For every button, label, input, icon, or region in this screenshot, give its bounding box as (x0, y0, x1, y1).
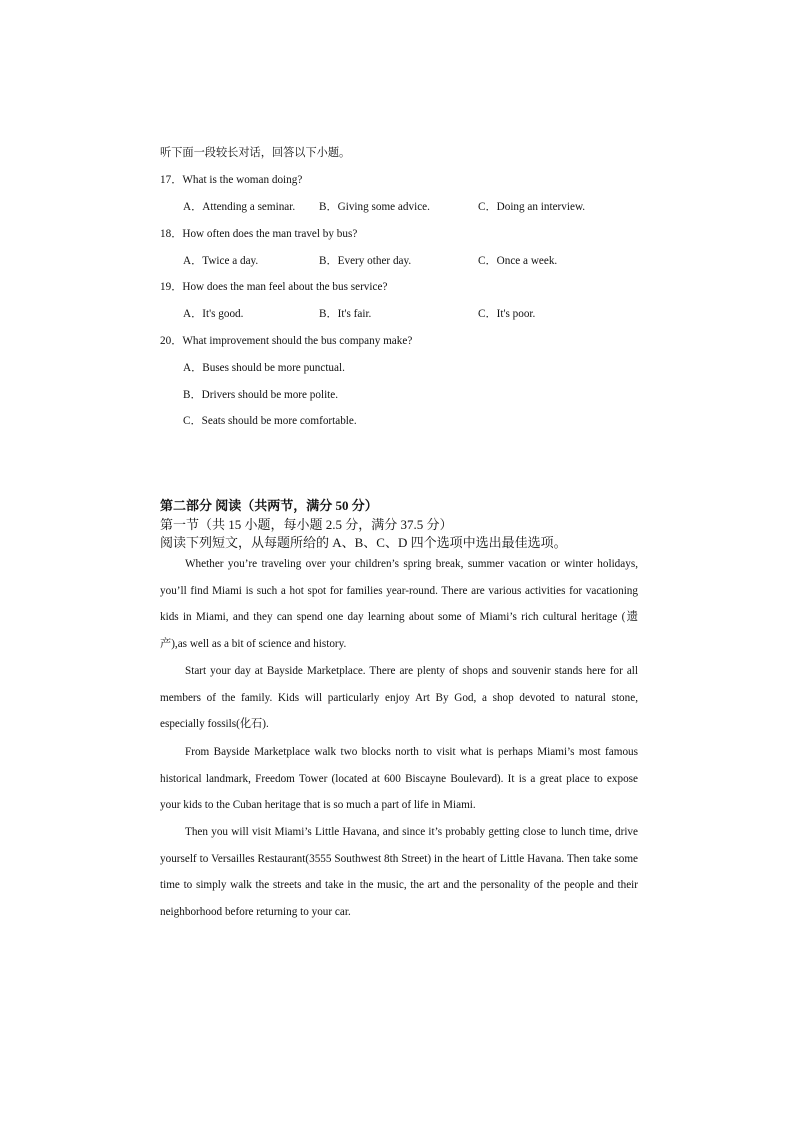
question-18-option-c: C．Once a week. (478, 255, 558, 267)
question-19-option-a: A．It's good. (183, 308, 244, 320)
question-20-option-a: A．Buses should be more punctual. (183, 362, 345, 374)
reading-section-title: 第一节（共 15 小题，每小题 2.5 分，满分 37.5 分） (160, 517, 453, 532)
question-19-stem: 19．How does the man feel about the bus service? (160, 281, 388, 293)
question-20-stem: 20．What improvement should the bus company make? (160, 335, 413, 347)
question-17-option-a: A．Attending a seminar. (183, 201, 296, 213)
question-19-option-c: C．It's poor. (478, 308, 536, 320)
reading-part-title: 第二部分 阅读（共两节，满分 50 分） (160, 498, 378, 513)
passage-paragraph-3: From Bayside Marketplace walk two blocks north to visit what is perhaps Miami’s most famous historical landmark, Freedom Tower (located at 600 Biscayne Boulevard). It is a great place to expose your kids to the Cuban heritage that is so much a part of life in Miami. (160, 746, 638, 812)
passage-paragraph-1: Whether you’re traveling over your children’s spring break, summer vacation or winter holidays, you’ll find Miami is such a hot spot for families year-round. There are various activities for vacationing kids in Miami, and they can spend one day learning about some of Miami’s rich cultural heritage (遗产),as well as a bit of science and history. (160, 558, 638, 651)
question-18-option-a: A．Twice a day. (183, 255, 259, 267)
listening-intro: 听下面一段较长对话，回答以下小题。 (160, 147, 351, 159)
passage-paragraph-2: Start your day at Bayside Marketplace. There are plenty of shops and souvenir stands here for all members of the family. Kids will particularly enjoy Art By God, a shop devoted to natural stone, especially fossils(化石). (160, 665, 638, 731)
question-17-stem: 17．What is the woman doing? (160, 174, 303, 186)
question-20-option-c: C．Seats should be more comfortable. (183, 415, 357, 427)
question-19-option-b: B．It's fair. (319, 308, 372, 320)
question-20-option-b: B．Drivers should be more polite. (183, 389, 339, 401)
question-18-option-b: B．Every other day. (319, 255, 412, 267)
question-17-option-c: C．Doing an interview. (478, 201, 586, 213)
question-17-option-b: B．Giving some advice. (319, 201, 430, 213)
passage-paragraph-4: Then you will visit Miami’s Little Havana, and since it’s probably getting close to lunch time, drive yourself to Versailles Restaurant(3555 Southwest 8th Street) in the heart of Little Havana. Then take some time to simply walk the streets and take in the music, the art and the personality of the people and their neighborhood before returning to your car. (160, 826, 638, 919)
question-18-stem: 18．How often does the man travel by bus? (160, 228, 358, 240)
reading-instruction: 阅读下列短文，从每题所给的 A、B、C、D 四个选项中选出最佳选项。 (160, 535, 567, 550)
